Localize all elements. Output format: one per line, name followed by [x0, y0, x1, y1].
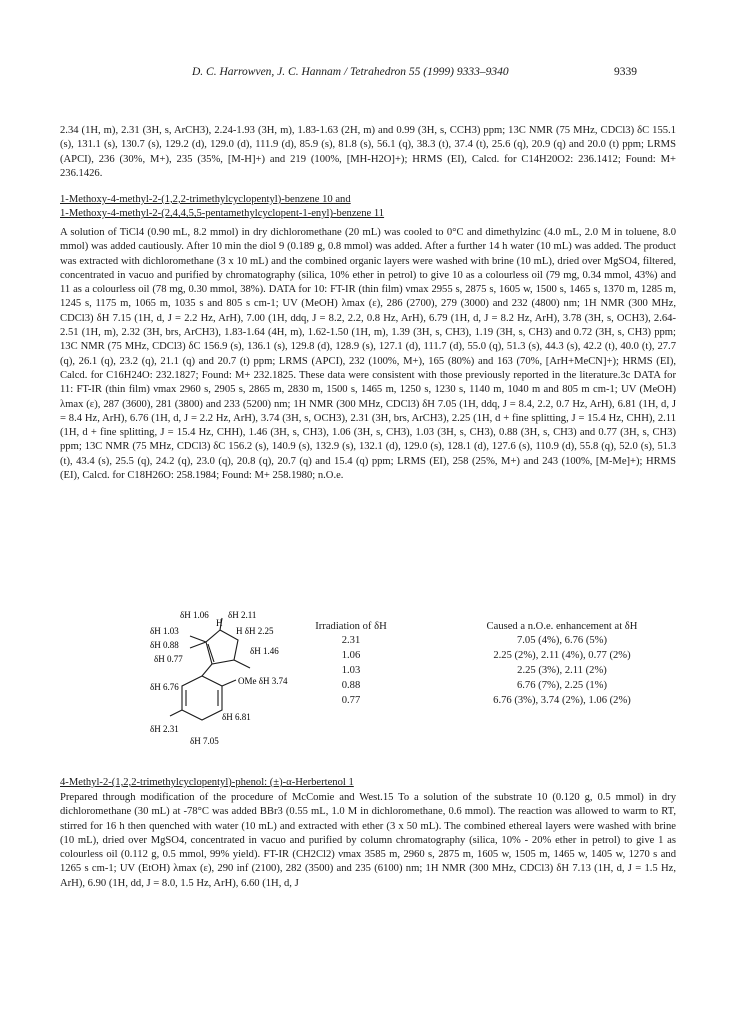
compound-title-10-11	[60, 193, 676, 222]
bond-aryl	[202, 664, 212, 676]
label-ome: OMe δH 3.74	[238, 676, 288, 686]
compound-title-herbertenol	[60, 776, 676, 790]
noe-enh-4: 6.76 (7%), 2.25 (1%)	[516, 680, 608, 691]
noe-irr-4: 0.88	[341, 680, 361, 691]
label-231: δH 2.31	[150, 724, 179, 734]
compound-title-line-2: 1-Methoxy-4-methyl-2-(2,4,4,5,5-pentamethylcyclopent-1-enyl)-benzene 11	[60, 208, 385, 220]
bond-arch3	[170, 710, 182, 716]
compound-title-line-3: 4-Methyl-2-(1,2,2-trimethylcyclopentyl)-phenol: (±)-α-Herbertenol 1	[60, 777, 354, 788]
label-705: δH 7.05	[190, 736, 219, 746]
compound-title-line-1: 1-Methoxy-4-methyl-2-(1,2,2-trimethylcyclopentyl)-benzene 10 and	[60, 194, 351, 205]
page-number: 9339	[614, 66, 637, 78]
noe-enh-5: 6.76 (3%), 3.74 (2%), 1.06 (2%)	[493, 695, 631, 706]
running-title: D. C. Harrowven, J. C. Hannam / Tetrahedron 55 (1999) 9333–9340	[192, 66, 509, 78]
noe-enh-2: 2.25 (2%), 2.11 (4%), 0.77 (2%)	[493, 650, 631, 661]
label-h1: H	[216, 618, 223, 628]
noe-irr-2: 1.06	[341, 650, 361, 661]
paragraph-bottom: Prepared through modification of the procedure of McComie and West.15 To a solution of the substrate 10 (0.120 g, 0.5 mmol) in dry dichloromethane (30 mL) at -78°C was added BBr3 (0.55 mL, 1.0 M in dichloromethane, 0.6 mmol). The reaction was allowed to warm to RT, stirred for 16 h then quenched with water (10 mL) and extracted with ether (3 x 50 mL). The combined ethereal layers were washed with brine (10 mL), dried over MgSO4, concentrated in vacuo and purified by column chromatography (silica, 10% - 20% ether in petrol) to give 1 as colourless oil (0.112 g, 0.5 mmol, 99% yield). FT-IR (CH2Cl2) νmax 3585 m, 2960 s, 2875 m, 1605 w, 1505 m, 1465 w, 1405 w, 1270 s and 1265 s cm-1; UV (EtOH) λmax (ε), 290 inf (2100), 282 (3500) and 235 (6100) nm; 1H NMR (300 MHz, CDCl3) δH 7.13 (1H, d, J = 1.5 Hz, ArH), 6.90 (1H, dd, J = 8.0, 1.5 Hz, ArH), 6.60 (1H, d, J	[60, 792, 676, 889]
cyclopentene-ring	[206, 630, 238, 664]
structure-diagram	[150, 604, 300, 764]
bond-methyl-103	[190, 636, 206, 642]
noe-header-irradiation: Irradiation of δH	[315, 621, 387, 632]
label-676: δH 6.76	[150, 682, 179, 692]
noe-irr-3: 1.03	[341, 665, 361, 676]
bond-methyl-146	[234, 660, 250, 668]
label-106: δH 1.06	[180, 610, 209, 620]
label-225: H δH 2.25	[236, 626, 274, 636]
label-146: δH 1.46	[250, 646, 279, 656]
label-103: δH 1.03	[150, 626, 179, 636]
noe-irr-5: 0.77	[341, 695, 361, 706]
noe-enh-1: 7.05 (4%), 6.76 (5%)	[516, 635, 608, 646]
bond-ome	[222, 680, 236, 686]
label-088: δH 0.88	[150, 640, 179, 650]
label-077: δH 0.77	[154, 654, 183, 664]
noe-enh-3: 2.25 (3%), 2.11 (2%)	[517, 665, 607, 676]
benzene-ring	[182, 676, 222, 720]
label-681: δH 6.81	[222, 712, 251, 722]
noe-header-enhancement: Caused a n.O.e. enhancement at δH	[486, 621, 638, 632]
bond-methyl-088	[190, 642, 206, 648]
paragraph-top: 2.34 (1H, m), 2.31 (3H, s, ArCH3), 2.24-1.93 (3H, m), 1.83-1.63 (2H, m) and 0.99 (3H, s, CCH3) ppm; 13C NMR (75 MHz, CDCl3) δC 155.1 (s), 131.1 (s), 130.7 (s), 129.2 (d), 129.0 (d), 111.9 (d), 85.9 (s), 81.8 (s), 56.1 (q), 38.3 (t), 37.4 (t), 25.6 (q), 20.9 (q) and 20.0 (t) ppm; LRMS (APCI), 236 (30%, M+), 235 (35%, [M-H]+) and 219 (100%, [MH-H2O]+); HRMS (EI), Calcd. for C14H20O2: 236.1412; Found: M+ 236.1426.	[60, 125, 676, 179]
label-211: δH 2.11	[228, 610, 257, 620]
noe-irr-1: 2.31	[341, 635, 361, 646]
paragraph-experimental: A solution of TiCl4 (0.90 mL, 8.2 mmol) in dry dichloromethane (20 mL) was cooled to 0°C and dimethylzinc (4.0 mL, 2.0 M in toluene, 8.0 mmol) was added cautiously. After 10 min the diol 9 (0.189 g, 0.8 mmol) was added. After a further 14 h water (10 mL) was added. The product was extracted with dichloromethane (3 x 10 mL) and the combined organic layers were washed with brine (10 mL), dried over MgSO4, filtered, concentrated in vacuo and purified by chromatography (silica, 10% ether in petrol) to give 10 as a colourless oil (79 mg, 0.34 mmol, 43%) and 11 as a colourless oil (78 mg, 0.30 mmol, 38%). DATA for 10: FT-IR (thin film) νmax 2955 s, 2875 s, 1605 w, 1500 s, 1465 s, 1370 m, 1285 m, 1245 s, 1175 m, 1065 m, 1035 s and 805 s cm-1; UV (MeOH) λmax (ε), 286 (2700), 279 (3000) and 232 (4800) nm; 1H NMR (300 MHz, CDCl3) δH 7.15 (1H, d, J = 2.2 Hz, ArH), 7.00 (1H, ddq, J = 8.2, 2.2, 0.8 Hz, ArH), 6.79 (1H, d, J = 8.2 Hz, ArH), 3.78 (3H, s, OCH3), 2.64-2.51 (1H, m), 2.32 (3H, brs, ArCH3), 1.83-1.64 (4H, m), 1.62-1.50 (1H, m), 1.39 (3H, s, CH3), 1.19 (3H, s, CH3) and 0.72 (3H, s, CH3) ppm; 13C NMR (75 MHz, CDCl3) δC 156.9 (s), 136.1 (s), 129.8 (d), 128.9 (s), 127.1 (d), 111.7 (d), 55.0 (q), 51.3 (s), 44.3 (s), 42.2 (t), 40.0 (t), 27.7 (q), 26.1 (q), 23.2 (q), 21.1 (q) and 20.7 (t) ppm; LRMS (APCI), 232 (100%, M+), 165 (80%) and 163 (70%, [ArH+MeCN]+); HRMS (EI), Calcd. for C16H24O: 232.1827; Found: M+ 232.1825. These data were consistent with those previously reported in the literature.3c DATA for 11: FT-IR (thin film) νmax 2960 s, 2905 s, 2865 m, 2830 m, 1500 s, 1465 m, 1250 s, 1230 s, 1140 m, 1040 m and 805 m cm-1; UV (MeOH) λmax (ε), 287 (3600), 281 (3800) and 233 (5200) nm; 1H NMR (300 MHz, CDCl3) δH 7.05 (1H, ddq, J = 8.4, 2.2, 0.7 Hz, ArH), 6.81 (1H, d, J = 8.4 Hz, ArH), 6.76 (1H, d, J = 2.2 Hz, ArH), 3.74 (3H, s, OCH3), 2.31 (3H, brs, ArCH3), 2.25 (1H, d + fine splitting, J = 15.4 Hz, CHH), 2.11 (1H, d + fine splitting, J = 15.4 Hz, CHH), 1.46 (3H, s, CH3), 1.06 (3H, s, CH3), 1.03 (3H, s, CH3), 0.88 (3H, s, CH3) and 0.77 (3H, s, CH3) ppm; 13C NMR (75 MHz, CDCl3) δC 156.2 (s), 140.9 (s), 132.9 (s), 132.1 (d), 129.0 (s), 128.1 (d), 127.6 (s), 110.9 (d), 55.8 (q), 52.0 (s), 51.3 (t), 43.4 (s), 25.5 (q), 24.2 (q), 23.0 (q), 20.8 (q), 20.7 (q) and 15.4 (q) ppm; LRMS (EI), 258 (25%, M+) and 243 (100%, [M-Me]+); HRMS (EI), Calcd. for C18H26O: 258.1984; Found: M+ 258.1980; n.O.e.	[60, 227, 676, 482]
